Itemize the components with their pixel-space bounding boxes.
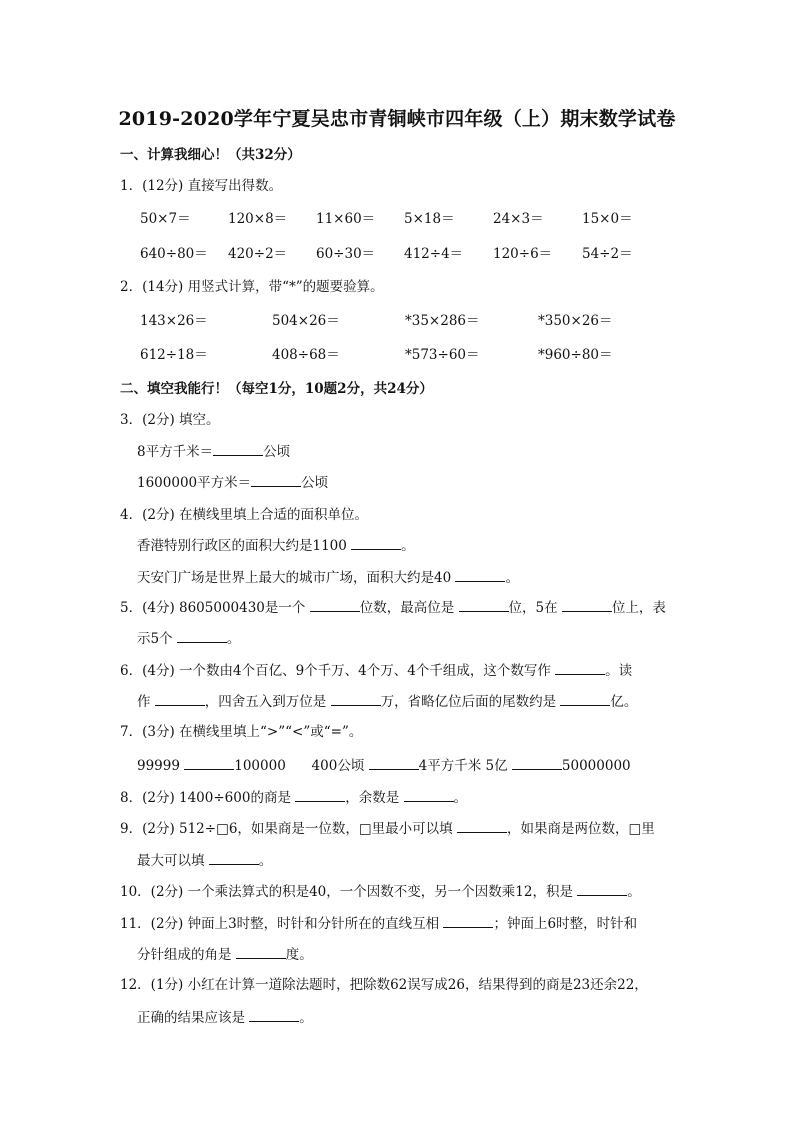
answer-blank[interactable] — [249, 1007, 299, 1022]
question-12-line-2: 正确的结果应该是 。 — [137, 1007, 313, 1028]
question-9-line-1: 9．(2分) 512÷□6，如果商是一位数，□里最小可以填 ，如果商是两位数，□里 — [120, 818, 655, 839]
q1-item: 50×7＝ — [140, 211, 191, 227]
question-4-line-2: 天安门广场是世界上最大的城市广场，面积大约是40 。 — [137, 567, 519, 588]
q2-item: 504×26＝ — [272, 313, 340, 329]
q1-item: 11×60＝ — [316, 211, 376, 227]
question-4-line-1: 香港特别行政区的面积大约是1100 。 — [137, 535, 415, 556]
answer-blank[interactable] — [331, 691, 381, 706]
page-title: 2019-2020学年宁夏吴忠市青铜峡市四年级（上）期末数学试卷 — [118, 108, 676, 130]
answer-blank[interactable] — [455, 567, 505, 582]
question-5-line-2: 示5个 。 — [137, 628, 240, 649]
answer-blank[interactable] — [560, 691, 610, 706]
q1-item: 120×8＝ — [228, 211, 288, 227]
question-11-line-1: 11．(2分) 钟面上3时整，时针和分针所在的直线互相 ；钟面上6时整，时针和 — [120, 913, 637, 934]
answer-blank[interactable] — [209, 850, 259, 865]
q1-item: 54÷2＝ — [582, 246, 633, 262]
question-2-stem: 2．(14分) 用竖式计算，带“*”的题要验算。 — [120, 279, 384, 295]
q2-item: *350×26＝ — [538, 313, 613, 329]
question-11-line-2: 分针组成的角是 度。 — [137, 944, 313, 965]
answer-blank[interactable] — [443, 913, 493, 928]
answer-blank[interactable] — [351, 535, 401, 550]
section-2-heading: 二、填空我能行！（每空1分，10题2分，共24分） — [120, 381, 433, 397]
answer-blank[interactable] — [512, 755, 562, 770]
q1-item: 15×0＝ — [582, 211, 633, 227]
q2-item: 408÷68＝ — [272, 347, 340, 363]
question-9-line-2: 最大可以填 。 — [137, 850, 272, 871]
answer-blank[interactable] — [155, 691, 205, 706]
answer-blank[interactable] — [457, 818, 507, 833]
q1-item: 5×18＝ — [404, 211, 455, 227]
section-1-heading: 一、计算我细心！（共32分） — [120, 147, 301, 163]
answer-blank[interactable] — [555, 660, 605, 675]
question-12-line-1: 12．(1分) 小红在计算一道除法题时，把除数62误写成26，结果得到的商是23还余22， — [120, 977, 648, 993]
question-3-stem: 3．(2分) 填空。 — [120, 412, 220, 428]
q2-item: 612÷18＝ — [140, 347, 208, 363]
q1-item: 24×3＝ — [493, 211, 544, 227]
answer-blank[interactable] — [310, 597, 360, 612]
q1-item: 412÷4＝ — [404, 246, 464, 262]
answer-blank[interactable] — [369, 755, 419, 770]
question-4-stem: 4．(2分) 在横线里填上合适的面积单位。 — [120, 507, 369, 523]
question-5-line-1: 5．(4分) 8605000430是一个 位数，最高位是 位，5在 位上，表 — [120, 597, 666, 618]
answer-blank[interactable] — [177, 628, 227, 643]
answer-blank[interactable] — [577, 881, 627, 896]
q1-item: 640÷80＝ — [140, 246, 208, 262]
answer-blank[interactable] — [295, 787, 345, 802]
answer-blank[interactable] — [184, 755, 234, 770]
answer-blank[interactable] — [404, 787, 454, 802]
question-7-items: 99999 100000 400公顷 4平方千米 5亿 50000000 — [137, 755, 631, 776]
question-8: 8．(2分) 1400÷600的商是 ，余数是 。 — [120, 787, 467, 808]
question-3-line-1: 8平方千米＝ 公顷 — [137, 441, 290, 462]
answer-blank[interactable] — [459, 597, 509, 612]
q1-item: 420÷2＝ — [228, 246, 288, 262]
answer-blank[interactable] — [562, 597, 612, 612]
question-1-stem: 1．(12分) 直接写出得数。 — [120, 178, 283, 194]
q2-item: *35×286＝ — [405, 313, 480, 329]
question-6-line-2: 作 ，四舍五入到万位是 万，省略亿位后面的尾数约是 亿。 — [137, 691, 637, 712]
question-7-stem: 7．(3分) 在横线里填上“>”“<”或“=”。 — [120, 724, 363, 740]
q2-item: *960÷80＝ — [538, 347, 613, 363]
q2-item: 143×26＝ — [140, 313, 208, 329]
q2-item: *573÷60＝ — [405, 347, 480, 363]
question-3-line-2: 1600000平方米＝ 公顷 — [137, 472, 328, 493]
question-6-line-1: 6．(4分) 一个数由4个百亿、9个千万、4个万、4个千组成，这个数写作 。读 — [120, 660, 632, 681]
answer-blank[interactable] — [251, 472, 301, 487]
answer-blank[interactable] — [213, 441, 263, 456]
q1-item: 60÷30＝ — [316, 246, 376, 262]
question-10: 10．(2分) 一个乘法算式的积是40，一个因数不变，另一个因数乘12，积是 。 — [120, 881, 641, 902]
answer-blank[interactable] — [236, 944, 286, 959]
q1-item: 120÷6＝ — [493, 246, 553, 262]
